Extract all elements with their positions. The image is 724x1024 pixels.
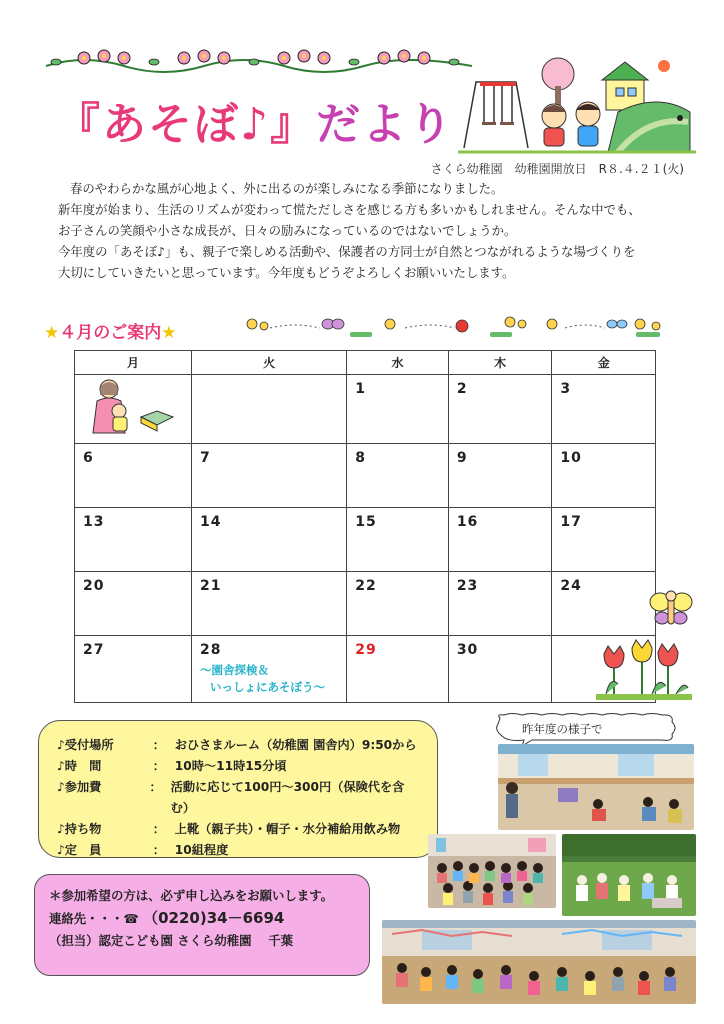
calendar-week-row [75,375,656,444]
calendar-day-cell: 6 [75,444,192,508]
music-note-icon: ♪ [57,759,65,773]
event-day-number: 28 [200,642,222,658]
info-colon: ： [149,780,162,794]
weekday-header-wed: 水 [347,351,449,375]
calendar-day-cell-event [192,636,347,703]
flower-garland-decoration [44,40,474,76]
contact-phone-number: （0220)34－6694 [143,909,285,927]
music-note-icon: ♪ [57,843,65,857]
intro-line-3: お子さんの笑顔や小さな成長が、日々の励みになっているのではないでしょうか。 [58,223,517,238]
calendar-day-cell: 27 [75,636,192,703]
info-value: 10時～11時15分頃 [174,759,287,773]
calendar-day-cell [192,375,347,444]
april-guide-heading [44,318,177,343]
calendar-day-cell: 7 [192,444,347,508]
contact-phone-line [49,907,355,930]
april-calendar [74,350,656,703]
tulips-illustration [596,636,692,700]
mother-reading-illustration [85,377,181,437]
calendar-week-row [75,572,656,636]
intro-line-5: 大切にしていきたいと思っています。今年度もどうぞよろしくお願いいたします。 [58,265,515,280]
event-label-line-2: いっしょにあそぼう～ [210,680,325,694]
calendar-day-cell [75,375,192,444]
info-colon: ： [152,843,165,857]
calendar-week-row [75,508,656,572]
calendar-day-cell: 14 [192,508,347,572]
intro-line-4: 今年度の「あそぼ♪」も、親子で楽しめる活動や、保護者の方同士が自然とつながれるような場づくりを [58,244,636,259]
photo-group-indoor [428,834,556,908]
title-open-bracket: 『 [56,99,102,150]
contact-notice: ＊参加希望の方は、必ず申し込みをお願いします。 [49,888,333,903]
info-colon: ： [152,759,165,773]
event-info-box [38,720,438,858]
calendar-day-cell: 30 [448,636,552,703]
playground-illustration [458,52,696,162]
info-key: 受付場所 [64,738,114,752]
photo-gym-circle [382,920,696,1004]
contact-label: 連絡先・・・☎ [49,911,139,926]
butterfly-illustration [648,588,694,628]
title-close-bracket: 』 [270,99,317,150]
calendar-day-cell: 16 [448,508,552,572]
music-note-icon: ♪ [57,738,65,752]
weekday-header-tue: 火 [192,351,347,375]
intro-line-1: 春のやわらかな風が心地よく、外に出るのが楽しみになる季節になりました。 [70,181,504,196]
info-row-fee [57,777,419,819]
calendar-day-cell-holiday: 29 [347,636,449,703]
music-note-icon: ♪ [57,780,65,794]
calendar-week-row [75,444,656,508]
info-row-capacity [57,840,419,861]
event-label-line-1: ～園舎探検＆ [200,663,269,677]
kindergarten-date-line: さくら幼稚園 幼稚園開放日 R８.４.２１(火) [430,162,684,176]
calendar-week-row [75,636,656,703]
info-value: 10組程度 [174,843,229,857]
info-row-items [57,819,419,840]
info-value: 活動に応じて100円～300円（保険代を含む） [170,780,405,815]
calendar-day-cell: 21 [192,572,347,636]
calendar-day-cell: 15 [347,508,449,572]
event-label [200,662,338,696]
newsletter-title [56,88,454,152]
calendar-day-cell: 9 [448,444,552,508]
weekday-header-thu: 木 [448,351,552,375]
info-key: 持ち物 [64,822,102,836]
calendar-header-row [75,351,656,375]
calendar-day-cell: 1 [347,375,449,444]
photo-caption: 昨年度の様子で [522,722,603,736]
calendar-day-cell: 2 [448,375,552,444]
calendar-day-cell: 24 [552,572,656,636]
calendar-day-cell: 20 [75,572,192,636]
weekday-header-mon: 月 [75,351,192,375]
photo-outdoor-lawn [562,834,696,916]
music-note-icon: ♪ [57,822,65,836]
calendar-day-cell: 17 [552,508,656,572]
calendar-day-cell: 22 [347,572,449,636]
info-row-time [57,756,419,777]
intro-text [58,178,694,283]
info-value: 上靴（親子共）・帽子・水分補給用飲み物 [174,822,401,836]
insects-flowers-decoration [240,312,670,342]
info-row-location [57,735,419,756]
info-key: 時 間 [64,759,102,773]
info-value: おひさまルーム（幼稚園 園舎内）9:50から [174,738,417,752]
info-colon: ： [152,822,165,836]
title-suffix: だより [316,99,455,150]
contact-person: （担当）認定こども園 さくら幼稚園 千葉 [49,933,294,948]
info-key: 定 員 [64,843,102,857]
photo-playroom [498,744,694,830]
weekday-header-fri: 金 [552,351,656,375]
calendar-day-cell: 3 [552,375,656,444]
star-icon: ★ [161,323,177,343]
calendar-day-cell: 8 [347,444,449,508]
contact-box [34,874,370,976]
intro-line-2: 新年度が始まり、生活のリズムが変わって慌ただしさを感じる方も多いかもしれません。そんな中でも、 [58,202,641,217]
title-main: あそぼ♪ [102,99,271,150]
calendar-day-cell: 13 [75,508,192,572]
calendar-day-cell: 23 [448,572,552,636]
calendar-day-cell: 10 [552,444,656,508]
info-key: 参加費 [64,780,102,794]
april-guide-heading-text: ４月のご案内 [59,323,162,343]
info-colon: ： [152,738,165,752]
star-icon: ★ [44,323,60,343]
